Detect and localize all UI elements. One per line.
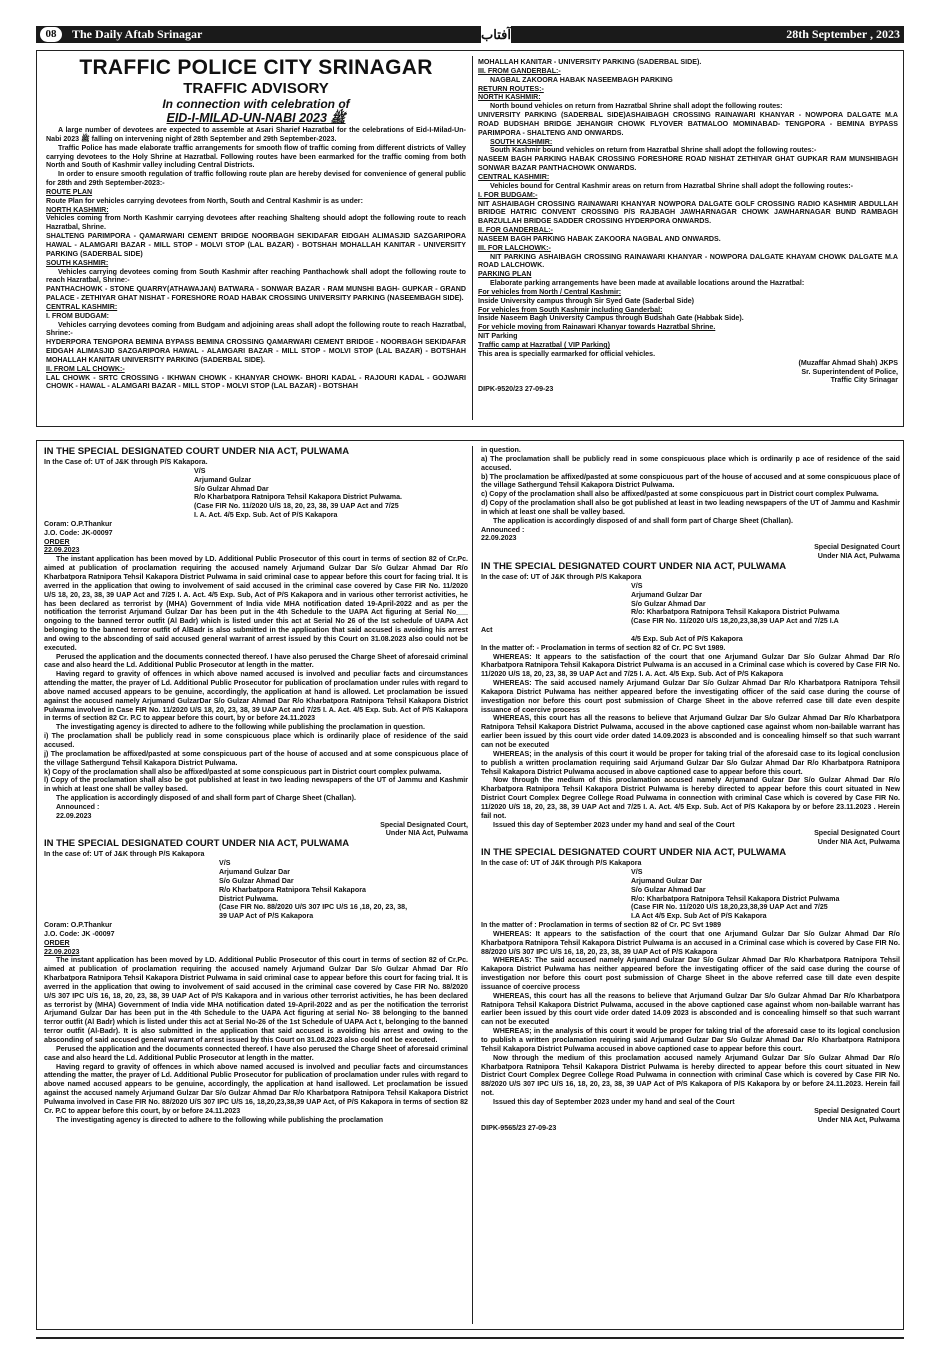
- column-divider: [472, 446, 473, 1324]
- case-line: In the case of: UT of J&K through P/S Kakapora: [481, 572, 642, 581]
- traffic-advisory-left: [46, 56, 466, 424]
- section-heading: SOUTH KASHMIR:: [46, 258, 109, 267]
- jo-code: J.O. Code: JK -00097: [44, 929, 115, 938]
- paragraph: in question.: [481, 446, 521, 454]
- route-text: NASEEM BAGH PARKING HABAK ZAKOORA NAGBAL AND ONWARDS.: [478, 234, 721, 243]
- section-heading: CENTRAL KASHMIR:: [478, 172, 550, 181]
- paragraph: WHEREAS; in the analysis of this court it would be proper for taking trial of the aforesaid case to its logical conclusion to publish a written proclamation requiring said Arjumand Gulzar Dar S/o Gulzar Ahmad Dar R/o Kharbatpora Ratnipora Tehsil Kakapora District Pulwama accused in above captioned case to appear before this court.: [481, 749, 900, 776]
- column-divider: [472, 56, 473, 420]
- sub-heading: II. FOR GANDERBAL:-: [478, 226, 553, 235]
- case-line: R/o: Kharbatpora Ratnipora Tehsil Kakapora District Pulwama: [631, 894, 840, 903]
- list-item: i) The proclamation shall be publicly read in some conspicuous place which is ordinarily place of residence of the said accused.: [44, 732, 468, 749]
- signatory-title: Sr. Superintendent of Police,: [801, 367, 898, 376]
- paragraph: Vehicles coming from North Kashmir carrying devotees after reaching Shalteng should adopt the following route to reach Hazratbal, Shrine.: [46, 214, 466, 232]
- case-line: Arjumand Gulzar Dar: [631, 590, 702, 599]
- route-text: UNIVERSITY PARKING (SADERBAL SIDE)ASHAIBAGH CROSSING RAINAWARI KHANYAR - NOWPORA DALGATE M.A ROAD BUDSHAH BRIDGE JEHANGIR CHOWK FLYOVER BATMALOO MOMINABAD- TENGPORA - BEMINA BYPASS PARIMPORA - SHALTENG AND ONWARDS.: [478, 111, 898, 137]
- paragraph: The instant application has been moved by LD. Additional Public Prosecutor of this court in terms of section 82 of Cr.Pc. aimed at publication of proclamation requiring the accused namely Arjumand Gulzar Dar S/o Gulzar Ahmad Dar R/o Kharbatpora Ratnipora Tehsil Kakapora District Pulwama in said criminal case to appear before this court for facing trial. It is averred in the application that owing to involvement of said accused in the criminal case covered by Case FIR No. 11/2020 U/S 18, 20, 23, 38, 39 UAP Act and 7/25 I. A. Act. 4/5 Exp. Sub, Act of P/S Kakapora and in various other terrorist activities, he has been declared as terrorist by (MHA) Government of India vide MHA notification dated 19-April-2022 and as per the notification the terrorist Arjumand Gulzar Dar has been put in the 4th Schedule to the UAPA Act figuring at Serial No___ ongoing to the banned terror outfit (Al Badr) which is listed under this act at Serial No 26 of the Ist schedule of UAPA Act belonging to the banned terror outfit of AlBadr is also submitted in the application that said accused is avoiding his arrest and owing to the absconding of said accused general warrant of arrest issued by this Court on 31.08.2023 also could not be executed.: [44, 555, 468, 652]
- route-text: NIT ASHAIBAGH CROSSING RAINAWARI KHANYAR NOWPORA DALGATE GOLF CROSSING RADIO KASHMIR ABDULLAH BRIDGE HATRIC CONVENT CROSSING P/S RAJBAGH JAWHARNAGAR CHOWK JAWHARNAGAR BUND RAMBAGH BARZULLAH BRIDGE SADDER CROSSING HYDERPORA ONWARDS.: [478, 199, 898, 226]
- paragraph: Having regard to gravity of offences in which above named accused is involved and peculiar facts and circumstances attending the matter, the prayer of Ld. Additional Public Prosecutor for publication of proclamation under rules with regard to above named accused appears to be genuine, accordingly, the application at hand isallowed. Let proclamation be issued against the accused namely Arjumand Gulzar Dar S/o Gulzar Ahmad Dar R/o Kharbatpora Ratnipora Tehsil Kakapora District Pulwama involved in Case FIR No. 88/2020 U/S 307 IPC U/S 16, 18,20,23,38,39 UAP Act, of P/S Kakapora in terms of section 82 Cr. P.C to appear before this court, by or before 24.11.2023: [44, 1062, 468, 1115]
- traffic-advisory-right: [478, 58, 898, 422]
- paragraph: WHEREAS: The said accused namely Arjumand Gulzar Dar S/o Gulzar Ahmad Dar R/o Kharbatpora Ratnipora Tehsil Kakapora District Pulwama has neither appeared before the investigating officer of the said case during the course of investigation nor before this court post submission of Charge Sheet in the above referred case till date even despite issuance of coercive process: [481, 956, 900, 991]
- paragraph: Route Plan for vehicles carrying devotees from North, South and Central Kashmir is as under:: [46, 196, 363, 205]
- list-item: j) The proclamation be affixed/pasted at some conspicuous part of the house of accused and at some conspicuous place of the village Sathergund Tehsil Kakapora District Pulwama.: [44, 749, 468, 767]
- court-signature: Under NIA Act, Pulwama: [385, 829, 468, 838]
- jo-code: J.O. Code: JK-00097: [44, 528, 113, 537]
- paragraph: The application is accordingly disposed of and shall form part of Charge Sheet (Challan).: [56, 794, 356, 803]
- case-line: V/S: [219, 859, 231, 868]
- announced: Announced :: [481, 525, 525, 534]
- case-line: Arjumand Gulzar Dar: [219, 867, 290, 876]
- paragraph: Issued this day of September 2023 under my hand and seal of the Court: [493, 820, 735, 829]
- paragraph: Vehicles carrying devotees coming from Budgam and adjoining areas shall adopt the following route to reach Hazratbal, Shrine:-: [46, 320, 466, 338]
- parking-heading: For vehicles from South Kashmir including Ganderbal:: [478, 305, 663, 314]
- coram: Coram: O.P.Thankur: [44, 519, 113, 528]
- list-item: a) The proclamation shall be publicly read in some conspicuous place which is ordinarily p ace of residence of the said accused.: [481, 454, 900, 472]
- case-line: Arjumand Gulzar: [194, 475, 252, 484]
- court-signature: Special Designated Court: [814, 1106, 900, 1115]
- newspaper-header: [36, 26, 904, 43]
- case-line: In the case of: UT of J&K through P/S Kakapora: [481, 859, 642, 868]
- case-line: S/o Gulzar Ahmad Dar: [194, 484, 269, 493]
- list-item: l) Copy of the proclamation shall also be got published at least in two leading newspapers of the UT of Jammu and Kashmir in which at least one shall be valley based.: [44, 776, 468, 794]
- parking-text: NIT Parking: [478, 332, 518, 341]
- court-title: IN THE SPECIAL DESIGNATED COURT UNDER NIA ACT, PULWAMA: [44, 446, 350, 457]
- paragraph: Vehicles carrying devotees coming from South Kashmir after reaching Panthachowk shall adopt the following route to reach Hazratbal, Shrine:-: [46, 267, 466, 285]
- route-text: NASEEM BAGH PARKING HABAK CROSSING FORESHORE ROAD NISHAT ZETHIYAR GHAT GUPKAR RAM MUNSHIBAGH SONWAR BAZAR PANTHACHOWK ONWARDS.: [478, 155, 898, 173]
- route-text: LAL CHOWK - SRTC CROSSING - IKHWAN CHOWK - KHANYAR CHOWK- BHORI KADAL - RAJOURI KADAL - GOJWARI CHOWK - HAWAL - ALAMGARI BAZAR - MILL STOP - MOLVI STOP (LAL BAZAR) - BOTSHAH: [46, 373, 466, 391]
- court-title: IN THE SPECIAL DESIGNATED COURT UNDER NIA ACT, PULWAMA: [44, 838, 350, 850]
- paragraph: Perused the application and the documents connected thereof. I have also perused the Charge Sheet of aforesaid criminal case and also heard the Ld. Additional Public Prosecutor at length in the matter.: [44, 652, 468, 670]
- section-heading: PARKING PLAN: [478, 270, 532, 279]
- route-text: SHALTENG PARIMPORA - QAMARWARI CEMENT BRIDGE NOORBAGH SEKIDAFAR EIDGAH ALIMASJID SAZGARIPORA HAWAL - ALAMGARI BAZAR - MILL STOP - MOLVI STOP (LAL BAZAR) - BOTSHAH MOHALLAH KANITAR - UNIVERSITY PARKING (SADERBAL SIDE): [46, 232, 466, 258]
- signatory-office: Traffic City Srinagar: [830, 376, 898, 385]
- case-line: V/S: [631, 867, 643, 876]
- case-line: V/S: [194, 466, 206, 475]
- matter-line: In the matter of : Proclamation in terms of section 82 of Cr. PC Svt 1989: [481, 921, 722, 930]
- sub-heading: III. FOR LALCHOWK:-: [478, 243, 551, 252]
- case-line: Act: [481, 626, 493, 635]
- masthead-logo: آفتاب: [481, 27, 511, 42]
- paragraph: The investigating agency is directed to adhere to the following while publishing the proclamation: [56, 1115, 384, 1124]
- paragraph: Perused the application and the documents connected thereof. I have also perused the Charge Sheet of aforesaid criminal case and also heard the Ld. Additional Public Prosecutor at length in the matter.: [44, 1044, 468, 1062]
- route-text: HYDERPORA TENGPORA BEMINA BYPASS BEMINA CROSSING QAMARWARI CEMENT BRIDGE - NOORBAGH SEKIDAFAR EIDGAH ALIMASJID SAZGARIPORA HAWAL - ALAMGARI BAZAR - MILL STOP - MOLVI STOP (LAL BAZAR) - BOTSHAH MOHALLAH KANITAR UNIVERSITY PARKING (SADERBAL SIDE).: [46, 338, 466, 364]
- announced-date: 22.09.2023: [56, 811, 92, 820]
- parking-heading: For vehicle moving from Rainawari Khanyar towards Hazratbal Shrine.: [478, 323, 716, 332]
- section-heading: ROUTE PLAN: [46, 187, 93, 196]
- case-line: S/o Gulzar Ahmad Dar: [631, 599, 706, 608]
- paragraph: In order to ensure smooth regulation of traffic following route plan are hereby devised for convenience of general public for 28th and 29th September-2023:-: [46, 170, 466, 188]
- route-text: MOHALLAH KANITAR - UNIVERSITY PARKING (SADERBAL SIDE).: [478, 58, 702, 66]
- court-order-left: [44, 446, 468, 1326]
- paragraph: WHEREAS: It appears to the satisfaction of the court that one Arjumand Gulzar Dar S/o Gulzar Ahmad Dar R/o Kharbatpora Ratnipora Tehsil Kakapora District Pulwama is an accused in a Criminal case which is covered by Case FIR No. 88/2020 U/S 307 IPC U/S 16, 18, 20, 23, 38, 39 UAP Act of P/S Kakapora: [481, 929, 900, 956]
- paragraph: The investigating agency is directed to adhere to the following while publishing the proclamation in question.: [56, 723, 425, 732]
- advisory-subtitle: TRAFFIC ADVISORY: [183, 80, 329, 97]
- coram: Coram: O.P.Thankur: [44, 921, 113, 930]
- court-signature: Special Designated Court: [814, 543, 900, 552]
- case-line: District Pulwama.: [219, 894, 279, 903]
- dipk-code: DIPK-9565/23 27-09-23: [481, 1124, 557, 1133]
- issue-date: 28th September , 2023: [786, 27, 900, 41]
- paragraph: North bound vehicles on return from Hazratbal Shrine shall adopt the following routes:: [490, 102, 783, 111]
- section-heading: NORTH KASHMIR:: [46, 205, 109, 214]
- case-line: (Case FIR No. 11/2020 U/S 18,20,23,38,39 UAP Act and 7/25 I.A: [631, 617, 839, 626]
- case-line: I. A. Act. 4/5 Exp. Sub. Act of P/S Kakapora: [194, 511, 338, 520]
- signatory-name: (Muzaffar Ahmad Shah) JKPS: [798, 358, 898, 367]
- case-line: R/o Kharbatpora Ratnipora Tehsil Kakapora: [219, 885, 366, 894]
- court-signature: Under NIA Act, Pulwama: [817, 838, 900, 847]
- parking-text: Inside Naseem Bagh University Campus through Budshah Gate (Habbak Side).: [478, 314, 744, 323]
- paragraph: WHEREAS, this court has all the reasons to believe that Arjumand Gulzar Dar S/o Gulzar Ahmad Dar R/o Kharbatpora Ratnipora Tehsil Kakapora District Pulwama, accused in the above captioned case against whom non-bailable warrant has earlier been issued by this court vide order dated 14.09.2023 is absconded and is concealing himself so that such warrant can not be executed: [481, 714, 900, 749]
- advisory-occasion: In connection with celebration of: [162, 97, 350, 111]
- court-signature: Special Designated Court: [814, 829, 900, 838]
- section-heading: CENTRAL KASHMIR:: [46, 302, 118, 311]
- paragraph: Vehicles bound for Central Kashmir areas on return from Hazratbal Shrine shall adopt the following routes:-: [490, 181, 854, 190]
- case-line: (Case FIR No. 11/2020 U/S 18,20,23,38,39 UAP Act and 7/25: [631, 903, 828, 912]
- paragraph: WHEREAS, this court has all the reasons to believe that Arjumand Gulzar Dar S/o Gulzar Ahmad Dar R/o Kharbatpora Ratnipora Tehsil Kakapora District Pulwama, accused in the above captioned case against whom non-bailable warrant has earlier been issued by this court vide order dated 14.09 2023 is absconded and is concealing himself so that such warrant can not be executed: [481, 991, 900, 1027]
- paragraph: Elaborate parking arrangements have been made at available locations around the Hazratbal:: [490, 279, 805, 288]
- case-line: 39 UAP Act of P/S Kakapora: [219, 912, 314, 921]
- paragraph: Issued this day of September 2023 under my hand and seal of the Court: [493, 1097, 735, 1106]
- court-order-right: [481, 446, 900, 1326]
- announced-date: 22.09.2023: [481, 534, 517, 543]
- case-line: 4/5 Exp. Sub Act of P/S Kakapora: [631, 634, 743, 643]
- route-text: NIT PARKING ASHAIBAGH CROSSING RAINAWARI KHANYAR - NOWPORA DALGATE KHAYAM CHOWK DALGATE M.A ROAD LALCHOWK.: [478, 252, 898, 270]
- paragraph: WHEREAS; in the analysis of this court it would be proper for taking trial of the aforesaid case to its logical conclusion to publish a written proclamation requiring said Arjumand Gulzar Dar S/o Gulzar Ahmad Dar R/o Kharbatpora Ratnipora Tehsil Kakapora District Pulwama accused in above captioned case to appear before this court.: [481, 1027, 900, 1053]
- matter-line: In the matter of: - Proclamation in terms of section 82 of Cr. PC Svt 1989.: [481, 643, 726, 652]
- paragraph: Now through the medium of this proclamation accused namely Arjumand Gulzar Dar S/o Gulzar Ahmad Dar R/o Kharbatpora Ratnipora Tehsil Kakapora District Pulwama is hereby directed to appear before this court situated in New District Court Complex Degree College Road Pulwama in connection with criminal Case which is covered by Case FIR No. 88/2020 U/S 307 IPC U/S 16, 18, 20, 23, 38, 39 UAP Act of P/S Kakapora of P/S Kakapora by or before 24.11.2023. Herein fail not.: [481, 1053, 900, 1098]
- court-signature: Under NIA Act, Pulwama: [817, 1115, 900, 1124]
- paragraph: WHEREAS: It appears to the satisfaction of the court that one Arjumand Gulzar Dar S/o Gulzar Ahmad Dar R/o Kharbatpora Ratnipora Tehsil Kakapora District Pulwama is an accused in a Criminal case which is covered by Case FIR No. 11/2020 U/S 18, 20, 23, 38, 39 UAP Act and 7/25 I. A. Act. 4/5 Exp. Sub. Act of P/S Kakapora: [481, 652, 900, 679]
- case-line: V/S: [631, 581, 643, 590]
- advisory-event: EID-I-MILAD-UN-NABI ﷺ 2023: [166, 111, 346, 125]
- case-line: S/o Gulzar Ahmad Dar: [219, 876, 294, 885]
- page-footer-rule: [36, 1337, 904, 1339]
- court-title: IN THE SPECIAL DESIGNATED COURT UNDER NIA ACT, PULWAMA: [481, 847, 787, 859]
- case-line: R/o: Kharbatpora Ratnipora Tehsil Kakapora District Pulwama: [631, 608, 840, 617]
- paragraph: Having regard to gravity of offences in which above named accused is involved and peculiar facts and circumstances attending the matter, the prayer of Ld. Additional Public Prosecutor for publication of proclamation under rules with regard to above named accused appears to be genuine, accordingly, the application at hand is allowed. Let proclamation be issued against the accused namely Arjumand GulzarDar S/o Gulzar Ahmad Dar R/o Kharbatpora Ratnipora Tehsil Kakapora District Pulwama involved in Case FIR No. 11/2020 U/S 18, 20, 23, 38, 39 UAP Act and 7/25 I. A. Act. 4/5 Exp. Sub. Act of P/S Kakapora in terms of section 82 Cr. P.C to appear before this court, by or before 24.11.2023: [44, 670, 468, 723]
- parking-text: Inside University campus through Sir Syed Gate (Saderbal Side): [478, 296, 695, 305]
- route-text: PANTHACHOWK - STONE QUARRY(ATHAWAJAN) BATWARA - SONWAR BAZAR - RAM MUNSHI BAGH- GUPKAR - GRAND PALACE - ZETHIYAR GHAT NISHAT - FORESHORE ROAD HABAK CROSSING UNIVERSITY PARKING (NASEEMBAGH SIDE).: [46, 285, 466, 303]
- paragraph: The application is accordingly disposed of and shall form part of Charge Sheet (Challan).: [493, 516, 793, 525]
- sub-heading: I. FOR BUDGAM:-: [478, 190, 538, 199]
- sub-heading: II. FROM LAL CHOWK:-: [46, 364, 125, 373]
- parking-heading: Traffic camp at Hazratbal ( VIP Parking): [478, 341, 610, 349]
- order-heading: ORDER: [44, 537, 70, 546]
- court-signature: Special Designated Court,: [380, 820, 468, 829]
- paragraph: South Kashmir bound vehicles on return from Hazratbal Shrine shall adopt the following routes:-: [490, 146, 817, 155]
- paragraph: Now through the medium of this proclamation accused namely Arjumand Gulzar Dar S/o Gulzar Ahmad Dar R/o Kharbatpora Ratnipora Tehsil Kakapora District Pulwama is hereby directed to appear before this court situated in New District Court Complex Degree College Road Pulwama in connection with criminal Case which is covered by Case FIR No. 11/2020 U/S 18, 20, 23, 38, 39 UAP Act and 7/25 I. A. Act. 4/5 Exp. Sub. Act of P/S Kakapora by or before 23.11.2023 . Herein fail not.: [481, 776, 900, 820]
- order-date: 22.09.2023: [44, 546, 80, 555]
- section-heading: RETURN ROUTES:-: [478, 84, 544, 93]
- sub-heading: I. FROM BUDGAM:: [46, 311, 110, 320]
- paper-name: The Daily Aftab Srinagar: [72, 27, 203, 41]
- order-heading: ORDER: [44, 938, 70, 947]
- case-line: S/o Gulzar Ahmad Dar: [631, 885, 706, 894]
- paragraph: A large number of devotees are expected to assemble at Asari Sharief Hazratbal for the celebrations of Eid-I-Milad-Un-Nabi ﷺ 2023 falling on intervening night of 28th September and 29th September-2023.: [46, 126, 466, 143]
- case-line: I.A Act 4/5 Exp. Sub Act of P/S Kakapora: [631, 912, 767, 921]
- case-line: R/o Kharbatpora Ratnipora Tehsil Kakapora District Pulwama.: [194, 493, 402, 502]
- paragraph: Traffic Police has made elaborate traffic arrangements for smooth flow of traffic coming from different districts of Valley carrying devotees to the Holy Shrine at Hazratbal. Following routes have been earmarked for the traffic coming from both North and South of Kashmir valley including Central Districts.: [46, 143, 466, 170]
- list-item: b) The proclamation be affixed/pasted at some conspicuous part of the house of accused and at some conspicuous place of the village Sathergund Tehsil Kakapora District Pulwama.: [481, 472, 900, 490]
- route-text: NAGBAL ZAKOORA HABAK NASEEMBAGH PARKING: [490, 75, 673, 84]
- court-signature: Under NIA Act, Pulwama: [817, 552, 900, 561]
- sub-heading: III. FROM GANDERBAL:-: [478, 66, 561, 75]
- parking-heading: For vehicles from North / Central Kashmir:: [478, 287, 622, 296]
- court-title: IN THE SPECIAL DESIGNATED COURT UNDER NIA ACT, PULWAMA: [481, 560, 787, 572]
- advisory-title: TRAFFIC POLICE CITY SRINAGAR: [79, 56, 433, 79]
- announced: Announced :: [56, 802, 100, 811]
- dipk-code: DIPK-9520/23 27-09-23: [478, 385, 554, 394]
- list-item: d) Copy of the proclamation shall also be got published at least in two leading newspapers of the UT of Jammu and Kashmir in which at least one shall be valley based.: [481, 499, 900, 516]
- case-line: (Case FIR No. 88/2020 U/S 307 IPC U/S 16 ,18, 20, 23, 38,: [219, 903, 408, 912]
- list-item: k) Copy of the proclamation shall also be affixed/pasted at some conspicuous part in District court complex pulwama.: [44, 767, 442, 776]
- paragraph: The instant application has been moved by LD. Additional Public Prosecutor of this court in terms of section 82 of Cr.Pc. aimed at publication of proclamation requiring the accused namely Arjumand Gulzar Dar S/o Gulzar Ahmad Dar R/o Kharbatpora Ratnipora Tehsil Kakapora District Pulwama in said criminal case to appear before this court for facing trial. It is averred in the application that owing to involvement of said accused in the criminal case covered by Case FIR No. 88/2020 U/S 307 IPC U/S 16, 18, 20, 23, 38, 39 UAP Act of P/S Kakapora and in various other terrorist activities, he has been declared as terrorist by (MHA) Government of India vide MHA notification dated 19-April-2022 and as per the notification the terrorist Arjumand Gulzar Dar has been put in the 4th Schedule to the UAPA Act figuring at serial No- 38 belonging to the banned terror outfit (Al Badr) which is listed under this act at Serial No-26 of the 1st Schedule of UAPA Act t, belonging to the banned terror outfit (Al-Badr). It is also submitted in the application that said accused is avoiding his arrest and owing to the absconding of said accused general warrant of arrest issued by this Court on 31.08.2023 also could not be executed.: [44, 956, 468, 1044]
- case-line: In the Case of: UT of J&K through P/S Kakapora.: [44, 458, 208, 466]
- case-line: In the case of: UT of J&K through P/S Kakapora: [44, 850, 205, 859]
- order-date: 22.09.2023: [44, 947, 80, 956]
- page-number: 08: [40, 27, 62, 42]
- parking-text: This area is specially earmarked for official vehicles.: [478, 349, 656, 358]
- case-line: Arjumand Gulzar Dar: [631, 876, 702, 885]
- section-heading: SOUTH KASHMIR:: [490, 137, 553, 146]
- section-heading: NORTH KASHMIR:: [478, 93, 541, 102]
- list-item: c) Copy of the proclamation shall also be affixed/pasted at some conspicuous part in District court complex Pulwama.: [481, 490, 879, 499]
- paragraph: WHEREAS: The said accused namely Arjumand Gulzar Dar S/o Gulzar Ahmad Dar R/o Kharbatpora Ratnipora Tehsil Kakapora District Pulwama has neither appeared before the investigating officer of the said case during the course of investigation nor before this court post submission of Charge Sheet in the above referred case till date even despite issuance of coercive process: [481, 679, 900, 714]
- case-line: (Case FIR No. 11/2020 U/S 18, 20, 23, 38, 39 UAP Act and 7/25: [194, 502, 399, 511]
